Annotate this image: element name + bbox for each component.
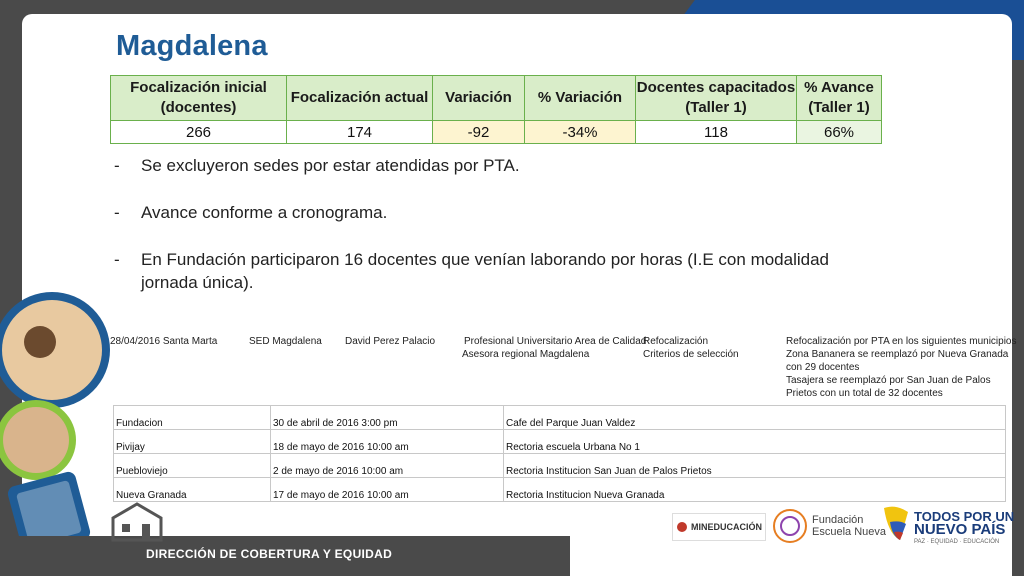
meta-topic-1: Refocalización [643, 336, 709, 347]
schedule-lugar: Cafe del Parque Juan Valdez [504, 406, 1006, 430]
meta-note-2: Zona Bananera se reemplazó por Nueva Granada [786, 349, 1009, 360]
cell-porcentaje-variacion: -34% [525, 121, 636, 144]
schedule-lugar: Rectoria Institucion San Juan de Palos Prietos [504, 454, 1006, 478]
bullet-text: Avance conforme a cronograma. [141, 203, 388, 222]
schedule-fecha: 30 de abril de 2016 3:00 pm [271, 406, 504, 430]
fundacion-logo-line-2: Escuela Nueva [812, 526, 886, 538]
meta-role-1: Profesional Universitario Area de Calidad [464, 336, 647, 347]
cell-focalizacion-actual: 174 [287, 121, 433, 144]
meta-topic-2: Criterios de selección [643, 349, 739, 360]
meta-note-5: Prietos con un total de 32 docentes [786, 388, 943, 399]
schedule-municipio: Pivijay [114, 430, 271, 454]
bullet-item: - Avance conforme a cronograma. [114, 203, 388, 222]
meta-role-2: Asesora regional Magdalena [462, 349, 590, 360]
header-docentes-capacitados: Docentes capacitados (Taller 1) [636, 76, 797, 121]
bullet-text: En Fundación participaron 16 docentes que venían laborando por horas (I.E con modalidad jornada única). [141, 250, 830, 292]
schedule-municipio: Puebloviejo [114, 454, 271, 478]
gobierno-logo-line-2: NUEVO PAÍS [914, 521, 1006, 538]
bullet-text: Se excluyeron sedes por estar atendidas por PTA. [141, 156, 520, 175]
table-row [114, 478, 1006, 502]
meta-note-3: con 29 docentes [786, 362, 860, 373]
mineducacion-logo-text: MINEDUCACIÓN [691, 522, 762, 532]
schedule-municipio: Nueva Granada [114, 478, 271, 502]
cell-avance: 66% [797, 121, 882, 144]
shield-icon [677, 522, 687, 532]
gobierno-logo-line-3: PAZ · EQUIDAD · EDUCACIÓN [914, 539, 1000, 545]
mineducacion-logo [672, 513, 766, 541]
footer-department: DIRECCIÓN DE COBERTURA Y EQUIDAD [146, 547, 393, 561]
bullet-list [114, 154, 884, 318]
table-row [114, 406, 1006, 430]
meta-entity: SED Magdalena [249, 336, 322, 347]
header-focalizacion-actual: Focalización actual [287, 76, 433, 121]
header-porcentaje-variacion: % Variación [525, 76, 636, 121]
child-photo-1-face [24, 326, 56, 358]
meta-note-4: Tasajera se reemplazó por San Juan de Palos [786, 375, 991, 386]
schedule-fecha: 17 de mayo de 2016 10:00 am [271, 478, 504, 502]
meta-person: David Perez Palacio [345, 336, 436, 347]
header-focalizacion-inicial: Focalización inicial (docentes) [111, 76, 287, 121]
cell-docentes-capacitados: 118 [636, 121, 797, 144]
table-row [114, 430, 1006, 454]
decorative-photo-circles [0, 290, 110, 576]
meta-date-place: 28/04/2016 Santa Marta [110, 336, 218, 347]
fundacion-logo-line-1: Fundación [812, 514, 864, 526]
summary-data-row [111, 121, 882, 144]
colombia-flag-icon [880, 504, 912, 544]
escuela-nueva-seal-icon [772, 508, 808, 544]
schedule-lugar: Rectoria Institucion Nueva Granada [504, 478, 1006, 502]
gobierno-logo-line-1: TODOS POR UN [914, 509, 1015, 524]
page-title: Magdalena [116, 30, 268, 62]
bullet-item: - Se excluyeron sedes por estar atendidas por PTA. [114, 156, 520, 175]
schedule-municipio: Fundacion [114, 406, 271, 430]
schedule-lugar: Rectoria escuela Urbana No 1 [504, 430, 1006, 454]
summary-header-row [111, 76, 882, 121]
fundacion-escuela-nueva-logo [812, 514, 886, 538]
header-variacion: Variación [433, 76, 525, 121]
meta-note-1: Refocalización por PTA en los siguientes municipios [786, 336, 1017, 347]
summary-table [110, 75, 882, 144]
schedule-fecha: 2 de mayo de 2016 10:00 am [271, 454, 504, 478]
todos-por-un-nuevo-pais-logo [914, 510, 1014, 549]
bullet-item: - En Fundación participaron 16 docentes que venían laborando por horas (I.E con modalidad jornada única). [114, 248, 884, 294]
cell-variacion: -92 [433, 121, 525, 144]
header-avance: % Avance (Taller 1) [797, 76, 882, 121]
schedule-table [113, 405, 1006, 502]
child-photo-2 [3, 407, 69, 473]
schedule-fecha: 18 de mayo de 2016 10:00 am [271, 430, 504, 454]
house-icon [108, 500, 166, 546]
table-row [114, 454, 1006, 478]
cell-focalizacion-inicial: 266 [111, 121, 287, 144]
